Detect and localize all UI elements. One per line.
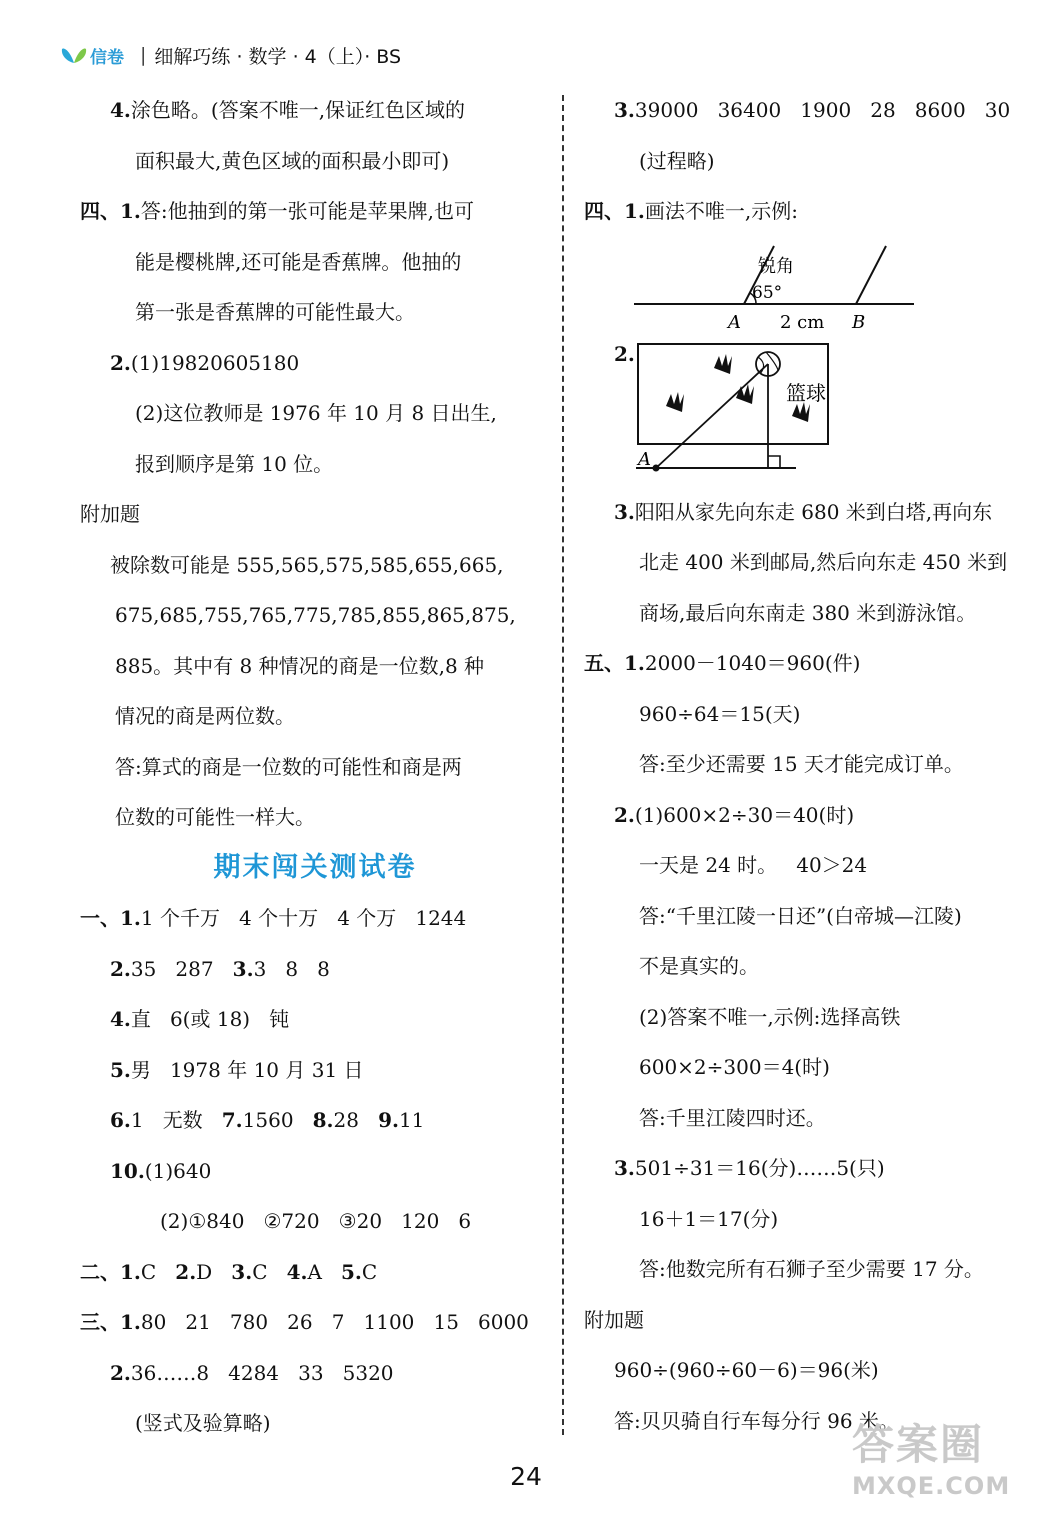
answer-line: 6.1 无数 7.1560 8.28 9.11 <box>110 1108 425 1132</box>
left-column <box>80 88 550 1452</box>
angle-figure <box>624 240 1034 340</box>
answer-line: 二、1.C 2.D 3.C 4.A 5.C <box>80 1259 378 1284</box>
watermark-url: MXQE.COM <box>852 1472 1011 1500</box>
answer-line: (2)①840 ②720 ③20 120 6 <box>160 1209 472 1233</box>
page-header <box>60 38 401 72</box>
watermark-logo: 答案圈 <box>852 1420 985 1469</box>
answer-line: 五、1.2000－1040＝960(件) <box>584 651 861 675</box>
answer-line: 3.501÷31＝16(分)……5(只) <box>614 1156 885 1180</box>
answer-line: 答:“千里江陵一日还”(白帝城—江陵) <box>639 903 962 928</box>
answer-line: 960÷64＝15(天) <box>639 701 801 726</box>
answer-line: 第一张是香蕉牌的可能性最大。 <box>135 300 415 324</box>
extra-title: 附加题 <box>80 502 140 526</box>
answer-line: 面积最大,黄色区域的面积最小即可) <box>135 148 450 173</box>
answer-line: 5.男 1978 年 10 月 31 日 <box>110 1057 364 1082</box>
book-title: 细解巧练 · 数学 · 4（上）· BS <box>154 45 402 68</box>
basketball-figure: 2. 篮球 A <box>614 341 826 470</box>
answer-line: 被除数可能是 555,565,575,585,655,665, <box>110 552 504 577</box>
answer-line: (2)这位教师是 1976 年 10 月 8 日出生, <box>135 401 497 425</box>
point-b-label: B <box>852 311 866 333</box>
answer-line: 885。其中有 8 种情况的商是一位数,8 种 <box>115 653 485 678</box>
answer-line: 答:至少还需要 15 天才能完成订单。 <box>639 752 964 776</box>
answer-line: 情况的商是两位数。 <box>115 704 295 728</box>
answer-line: 答:算式的商是一位数的可能性和商是两 <box>115 754 462 779</box>
answer-line: 商场,最后向东南走 380 米到游泳馆。 <box>639 600 977 625</box>
brand-logo <box>60 43 124 68</box>
answer-line: 2.35 287 3.3 8 8 <box>110 956 330 981</box>
extra-title: 附加题 <box>584 1307 644 1332</box>
answer-line: 答:贝贝骑自行车每分行 96 米。 <box>614 1408 899 1433</box>
answer-line: 一天是 24 时。 40＞24 <box>639 853 868 877</box>
watermark <box>852 1412 1032 1522</box>
answer-line: 答:千里江陵四时还。 <box>639 1105 826 1130</box>
answer-line: 2.36……8 4284 33 5320 <box>110 1360 394 1385</box>
answer-line: 报到顺序是第 10 位。 <box>135 451 334 476</box>
answer-line: 四、1.画法不唯一,示例: <box>584 199 798 223</box>
angle-label: 锐角 <box>758 255 794 277</box>
brand-name: 信卷 <box>90 47 124 68</box>
section-title: 期末闯关测试卷 <box>213 851 417 883</box>
answer-line: 四、1.答:他抽到的第一张可能是苹果牌,也可 <box>80 199 474 223</box>
answer-line: 一、1.1 个千万 4 个十万 4 个万 1244 <box>80 906 467 930</box>
answer-line: 3.阳阳从家先向东走 680 米到白塔,再向东 <box>614 499 993 524</box>
basketball-label: 篮球 <box>786 380 826 405</box>
answer-line: 4.涂色略。(答案不唯一,保证红色区域的 <box>110 98 466 122</box>
column-divider <box>562 95 564 1435</box>
answer-line: 4.直 6(或 18) 钝 <box>110 1007 290 1031</box>
answer-line: 2.(1)19820605180 <box>110 350 300 375</box>
right-column <box>584 88 1034 1449</box>
answer-line: 960÷(960÷60－6)＝96(米) <box>614 1358 879 1382</box>
point-a-label: A <box>728 311 741 333</box>
answer-line: 2.(1)600×2÷30＝40(时) <box>614 802 855 827</box>
butterfly-icon <box>60 43 88 67</box>
page-number: 24 <box>510 1462 542 1491</box>
answer-line: 三、1.80 21 780 26 7 1100 15 6000 <box>80 1310 529 1334</box>
answer-line: 能是樱桃牌,还可能是香蕉牌。他抽的 <box>135 249 462 274</box>
answer-line: 答:他数完所有石狮子至少需要 17 分。 <box>639 1257 984 1281</box>
answer-line: 16＋1＝17(分) <box>639 1206 779 1231</box>
length-label: 2 cm <box>780 311 825 333</box>
answer-line: (过程略) <box>639 148 715 173</box>
answer-line: 600×2÷300＝4(时) <box>639 1055 830 1079</box>
answer-line: (2)答案不唯一,示例:选择高铁 <box>639 1004 901 1029</box>
answer-line: 3.39000 36400 1900 28 8600 30 <box>614 98 1011 122</box>
answer-line: 不是真实的。 <box>639 954 759 978</box>
header-separator: | <box>140 44 147 66</box>
answer-line: 675,685,755,765,775,785,855,865,875, <box>115 603 516 627</box>
answer-line: 位数的可能性一样大。 <box>115 805 315 829</box>
answer-line: 北走 400 米到邮局,然后向东走 450 米到 <box>639 550 1008 574</box>
answer-line: (竖式及验算略) <box>135 1411 271 1435</box>
answer-line: 10.(1)640 <box>110 1158 212 1183</box>
angle-value: 65° <box>752 282 783 303</box>
point-a-label: A <box>638 448 651 470</box>
